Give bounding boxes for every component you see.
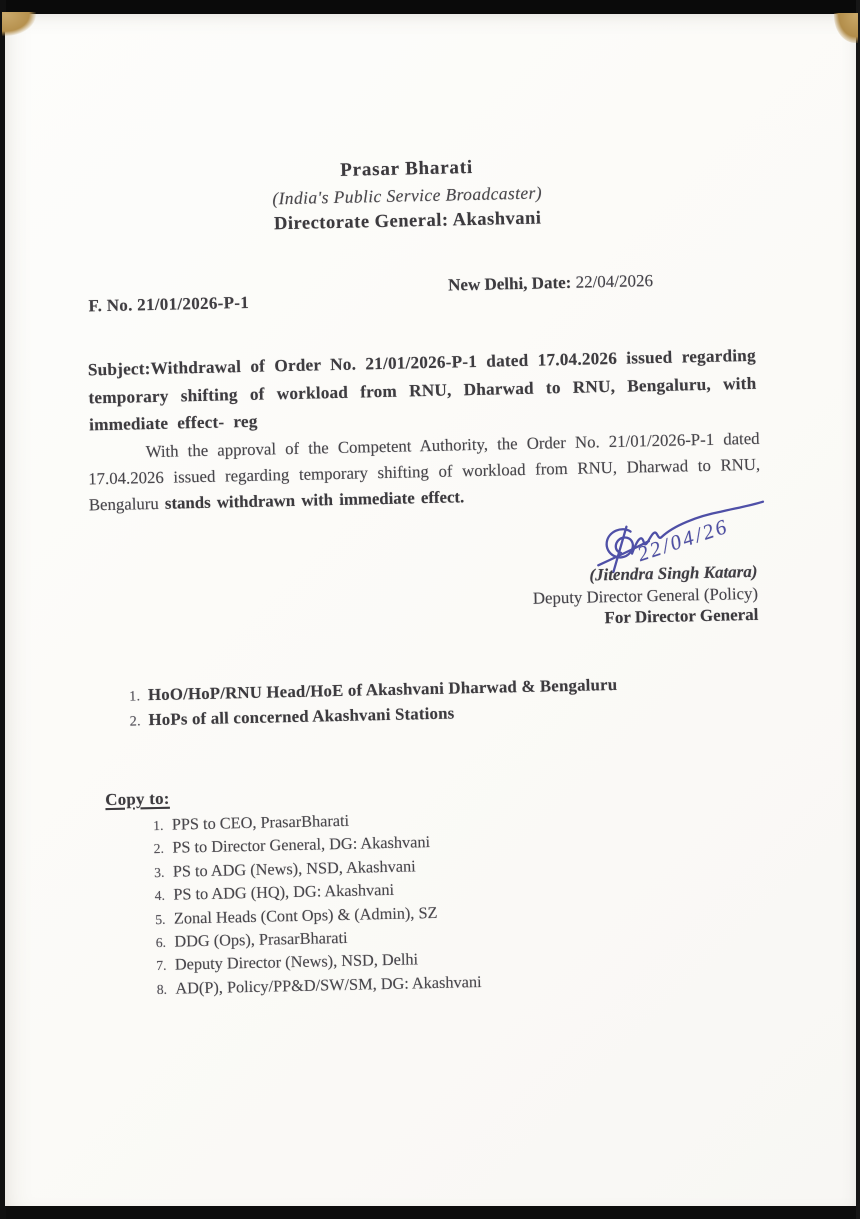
signatory-designation: Deputy Director General (Policy): [532, 583, 759, 608]
body-text-normal: With the approval of the Competent Authority, the Order No. 21/01/2026-P-1 dated 17.04.2026 issued regarding temporary shifting of workload from RNU, Dharwad to RNU, Bengaluru: [88, 428, 761, 515]
issue-date: 22/04/2026: [575, 271, 654, 292]
body-text-bold: stands withdrawn with immediate effect.: [164, 487, 465, 513]
copy-to-list: [136, 806, 482, 1001]
file-number: F. No. 21/01/2026-P-1: [88, 292, 250, 316]
copy-to-item: 7. Deputy Director (News), NSD, Delhi: [170, 946, 482, 976]
copy-to-item: 8. AD(P), Policy/PP&D/SW/SM, DG: Akashvani: [170, 970, 482, 1000]
copy-to-item: 3. PS to ADG (News), NSD, Akashvani: [168, 853, 480, 883]
org-name: Prasar Bharati: [339, 156, 474, 181]
signatory-for-line: For Director General: [604, 604, 759, 628]
org-directorate: Directorate General: Akashvani: [273, 208, 542, 235]
copy-to-item: 5. Zonal Heads (Cont Ops) & (Admin), SZ: [169, 900, 481, 930]
copy-to-item: 6. DDG (Ops), PrasarBharati: [169, 923, 481, 953]
place-date-label: New Delhi, Date:: [447, 272, 572, 295]
copy-to-heading: Copy to:: [105, 788, 170, 810]
addressee-item: 2. HoPs of all concerned Akashvani Stations: [144, 697, 618, 732]
copy-to-item: 2. PS to Director General, DG: Akashvani: [167, 829, 479, 859]
signatory-name: (Jitendra Singh Katara): [589, 561, 758, 585]
signature-date: 22/04/26: [634, 513, 732, 567]
addressee-list: [114, 673, 618, 733]
org-tagline: (India's Public Service Broadcaster): [272, 182, 543, 209]
addressee-item: 1. HoO/HoP/RNU Head/HoE of Akashvani Dharwad & Bengaluru: [144, 673, 618, 708]
signature-block: [399, 561, 758, 633]
copy-to-item: 4. PS to ADG (HQ), DG: Akashvani: [168, 876, 480, 906]
letterhead: [0, 147, 824, 243]
place-and-date: [448, 271, 653, 295]
copy-to-item: 1. PPS to CEO, PrasarBharati: [167, 806, 479, 836]
subject-line: Subject:Withdrawal of Order No. 21/01/2026-P-1 dated 17.04.2026 issued regarding temporary shifting of workload from RNU, Dharwad to RNU, Bengaluru, with immediate effect- reg: [87, 345, 757, 435]
